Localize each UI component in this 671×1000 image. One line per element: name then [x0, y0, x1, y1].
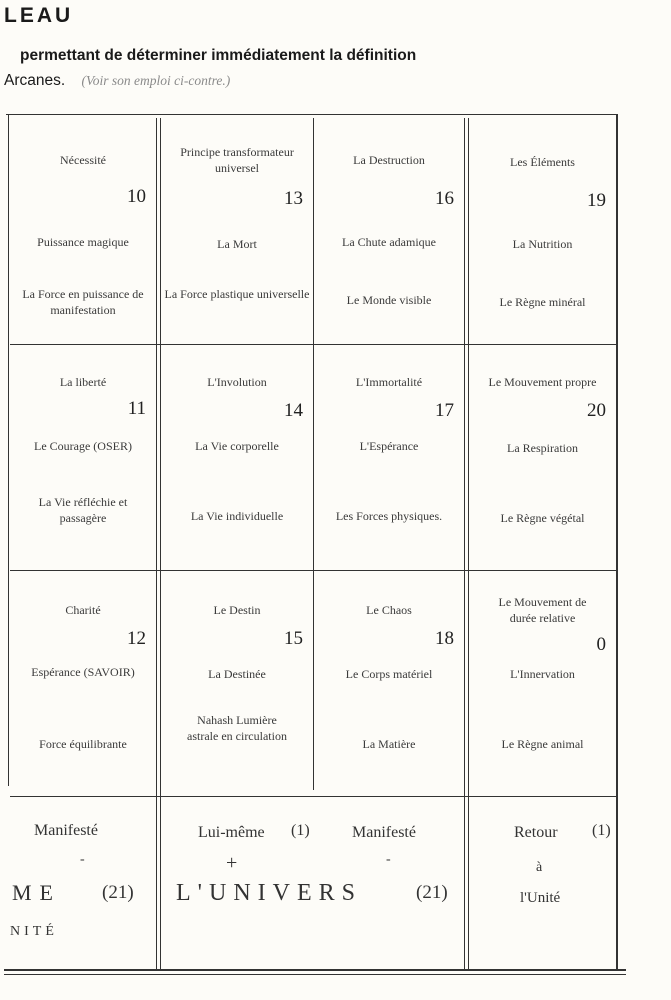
cell-top: Le Chaos: [366, 603, 412, 617]
cell-mid: Espérance (SAVOIR): [31, 665, 135, 679]
cell-bottom: La Matière: [362, 737, 416, 751]
arcanes-note: (Voir son emploi ci-contre.): [81, 73, 231, 88]
cell-number: 0: [596, 634, 606, 655]
cell-bottom: Les Forces physiques.: [335, 509, 443, 523]
cell-number: 20: [587, 400, 606, 421]
table-rule-bottom: [4, 969, 626, 971]
cell-number: 13: [284, 188, 303, 209]
cell-bottom: Force équilibrante: [39, 737, 127, 751]
bottom-lui-meme: Lui-même: [198, 824, 265, 841]
bottom-plus: +: [226, 852, 238, 874]
table-rule-top: [6, 114, 618, 115]
table-rule-bottom-2: [4, 974, 626, 975]
arcane-cell-14: [161, 346, 313, 568]
arcane-cell-10: [10, 118, 156, 342]
cell-top: La liberté: [59, 375, 107, 389]
bottom-manifeste-2: Manifesté: [352, 824, 416, 841]
cell-top: Nécessité: [60, 153, 106, 167]
cell-number: 14: [284, 400, 303, 421]
cell-mid: La Mort: [217, 237, 257, 251]
cell-number: 12: [127, 628, 146, 649]
cell-number: 10: [127, 186, 146, 207]
cell-top: Le Destin: [213, 603, 261, 617]
table-rule-col-1: [156, 118, 157, 970]
cell-mid: La Vie corporelle: [195, 439, 279, 453]
arcane-cell-18: [314, 572, 464, 794]
arcane-cell-13: [161, 118, 313, 342]
table-rule-col-0: [8, 114, 9, 786]
bottom-word-me: ME: [12, 880, 61, 905]
cell-top: Principe transformateur universel: [180, 145, 294, 175]
cell-top: Les Éléments: [510, 155, 575, 169]
bottom-num-1-center: (1): [291, 822, 310, 839]
cell-top: Le Mouvement propre: [488, 375, 597, 389]
page-subtitle: permettant de déterminer immédiatement la définition: [20, 47, 417, 64]
arcanes-line: [4, 72, 230, 90]
bottom-word-univers: L'UNIVERS: [176, 880, 362, 906]
cell-bottom: La Vie réfléchie et passagère: [38, 495, 128, 525]
cell-top: L'Involution: [207, 375, 267, 389]
bottom-manifeste: Manifesté: [34, 822, 98, 839]
table-rule-row-3: [10, 796, 616, 797]
arcane-cell-19: [469, 118, 616, 342]
cell-top: Le Mouvement de durée relative: [498, 595, 587, 625]
page-title: LEAU: [4, 4, 74, 27]
arcane-cell-12: [10, 572, 156, 794]
cell-number: 16: [435, 188, 454, 209]
bottom-dash-2: -: [386, 852, 391, 867]
bottom-num-1-right: (1): [592, 822, 611, 839]
cell-number: 11: [127, 398, 146, 419]
cell-mid: La Destinée: [208, 667, 266, 681]
cell-bottom: La Force plastique universelle: [164, 287, 310, 301]
arcane-cell-16: [314, 118, 464, 342]
cell-mid: Le Courage (OSER): [34, 439, 132, 453]
bottom-unite: l'Unité: [520, 890, 561, 906]
cell-number: 19: [587, 190, 606, 211]
cell-mid: Puissance magique: [37, 235, 129, 249]
cell-mid: La Nutrition: [512, 237, 573, 251]
bottom-dash-1: -: [80, 852, 85, 867]
bottom-retour: Retour: [514, 824, 558, 841]
cell-bottom: Le Monde visible: [346, 293, 432, 307]
cell-bottom: La Vie individuelle: [190, 509, 284, 523]
bottom-a: à: [536, 860, 543, 875]
cell-mid: La Chute adamique: [342, 235, 436, 249]
table-rule-col-4: [616, 114, 618, 970]
cell-mid: L'Espérance: [359, 439, 419, 453]
cell-bottom: Le Règne végétal: [500, 511, 585, 525]
cell-number: 15: [284, 628, 303, 649]
bottom-num-21-center: (21): [416, 882, 448, 903]
cell-mid: Le Corps matériel: [345, 667, 433, 681]
cell-bottom: Le Règne minéral: [499, 295, 586, 309]
cell-number: 18: [435, 628, 454, 649]
cell-top: La Destruction: [353, 153, 425, 167]
cell-top: Charité: [65, 603, 101, 617]
cell-bottom: Le Règne animal: [501, 737, 584, 751]
cell-top: L'Immortalité: [355, 375, 423, 389]
arcane-cell-17: [314, 346, 464, 568]
cell-number: 17: [435, 400, 454, 421]
arcanes-label: Arcanes.: [4, 72, 66, 89]
arcane-cell-0: [469, 572, 616, 794]
cell-bottom: La Force en puissance de manifestation: [22, 287, 144, 317]
arcane-cell-11: [10, 346, 156, 568]
arcane-cell-15: [161, 572, 313, 794]
cell-bottom: Nahash Lumière astrale en circulation: [187, 713, 287, 743]
bottom-num-21-left: (21): [102, 882, 134, 903]
arcane-cell-20: [469, 346, 616, 568]
cell-mid: L'Innervation: [510, 667, 575, 681]
table-rule-col-3: [464, 118, 465, 970]
cell-mid: La Respiration: [507, 441, 578, 455]
bottom-nite: NITÉ: [10, 924, 58, 939]
